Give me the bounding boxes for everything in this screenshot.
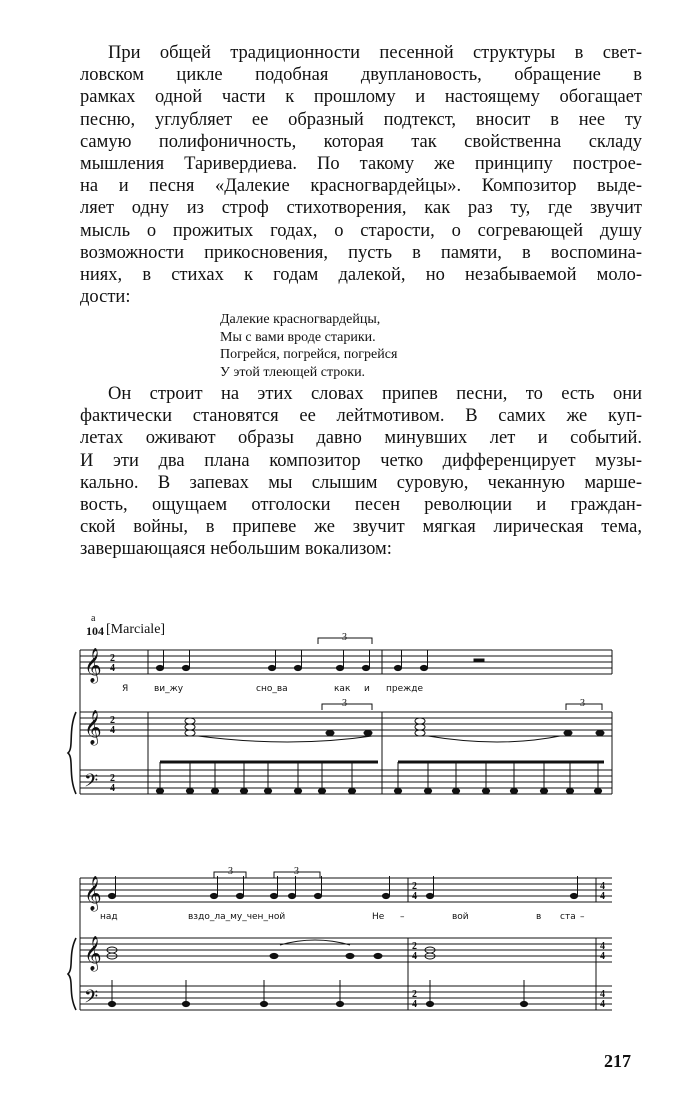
lyric-syllable: в — [536, 912, 542, 922]
svg-text:4: 4 — [110, 663, 115, 674]
svg-text:𝄞: 𝄞 — [84, 648, 102, 683]
text-line: рамках одной части к прошлому и настоящему обогащает — [80, 87, 642, 108]
example-number: 104 — [86, 624, 104, 638]
lyric-syllable: Я — [122, 684, 129, 694]
lyric-syllable: сно_ва — [256, 684, 288, 694]
svg-text:2: 2 — [412, 881, 417, 892]
svg-text:4: 4 — [600, 999, 605, 1010]
svg-text:4: 4 — [600, 891, 605, 902]
svg-text:4: 4 — [110, 725, 115, 736]
lyric-syllable: и — [364, 684, 370, 694]
svg-text:4: 4 — [600, 951, 605, 962]
verse-line: У этой тлеющей строки. — [220, 364, 366, 380]
tempo-marking: [Marciale] — [106, 622, 166, 637]
svg-text:2: 2 — [110, 715, 115, 726]
text-line: Он строит на этих словах припев песни, то есть они — [108, 384, 642, 404]
lyric-syllable: прежде — [386, 684, 424, 694]
svg-text:4: 4 — [600, 881, 605, 892]
triplet-number: 3 — [342, 632, 347, 643]
triplet-number: 3 — [342, 698, 347, 709]
triplet-number: 3 — [228, 866, 233, 877]
svg-text:𝄞: 𝄞 — [84, 936, 102, 971]
svg-text:𝄞: 𝄞 — [84, 710, 102, 745]
svg-text:2: 2 — [110, 773, 115, 784]
text-line: кально. В запевах мы слышим суровую, чеканную марше- — [80, 472, 642, 493]
triplet-number: 3 — [580, 698, 585, 709]
text-line: песню, углубляет ее образный подтекст, вносит в нее ту — [80, 109, 642, 130]
svg-text:4: 4 — [412, 951, 417, 962]
text-line: на и песня «Далекие красногвардейцы». Композитор выде- — [80, 176, 642, 197]
svg-text:𝄢: 𝄢 — [84, 771, 99, 796]
text-line: При общей традиционности песенной структуры в свет- — [108, 43, 642, 63]
lyric-syllable: ви_жу — [154, 684, 184, 694]
lyric-syllable: вздо_ла_му_чен_ной — [188, 912, 286, 922]
text-line: ниях, в стихах к годам далекой, но незабываемой моло- — [80, 265, 642, 286]
lyric-syllable: ста — [560, 912, 576, 922]
verse-line: Далекие красногвардейцы, — [220, 312, 381, 327]
example-letter: а — [91, 613, 96, 624]
text-line: возможности прикосновения, пусть в памяти, в воспомина- — [80, 242, 642, 263]
lyric-syllable: – — [580, 912, 585, 922]
svg-text:4: 4 — [412, 999, 417, 1010]
verse-line: Мы с вами вроде старики. — [220, 329, 376, 345]
text-line: мысль о прожитых годах, о старости, о согревающей душу — [80, 220, 642, 241]
lyric-syllable: вой — [452, 912, 469, 922]
text-line: фактически становятся ее лейтмотивом. В самих же куп- — [80, 406, 642, 427]
verse-line: Погрейся, погрейся, погрейся — [220, 347, 398, 363]
svg-text:2: 2 — [412, 989, 417, 1000]
lyric-syllable: как — [334, 684, 351, 694]
text-line: летах оживают образы давно минувших лет и событий. — [80, 428, 642, 449]
lyric-syllable: Не — [372, 912, 385, 922]
svg-text:𝄢: 𝄢 — [84, 987, 99, 1012]
svg-text:2: 2 — [412, 941, 417, 952]
text-line: ской войны, в припеве же звучит мягкая лирическая тема, — [80, 517, 642, 538]
lyric-syllable: – — [400, 912, 405, 922]
text-line: дости: — [80, 287, 131, 308]
svg-text:4: 4 — [600, 941, 605, 952]
text-line: мышления Таривердиева. По такому же принципу построе- — [80, 154, 642, 175]
lyric-syllable: над — [100, 912, 118, 922]
text-line: вость, ощущаем отголоски песен революции и граждан- — [80, 495, 642, 516]
text-line: ловском цикле подобная двуплановость, обращение в — [80, 65, 642, 86]
text-line: самую полифоничность, которая так свойственна складу — [80, 131, 642, 152]
text-line: завершающаяся небольшим вокализом: — [80, 539, 392, 560]
svg-text:𝄞: 𝄞 — [84, 876, 102, 911]
svg-text:4: 4 — [412, 891, 417, 902]
page-number: 217 — [604, 1051, 631, 1071]
triplet-number: 3 — [294, 866, 299, 877]
text-line: ляет одну из строф стихотворения, как раз ту, где звучит — [80, 198, 642, 219]
text-line: И эти два плана композитор четко дифференцирует музы- — [80, 450, 642, 471]
svg-text:2: 2 — [110, 653, 115, 664]
svg-text:4: 4 — [600, 989, 605, 1000]
svg-text:4: 4 — [110, 783, 115, 794]
